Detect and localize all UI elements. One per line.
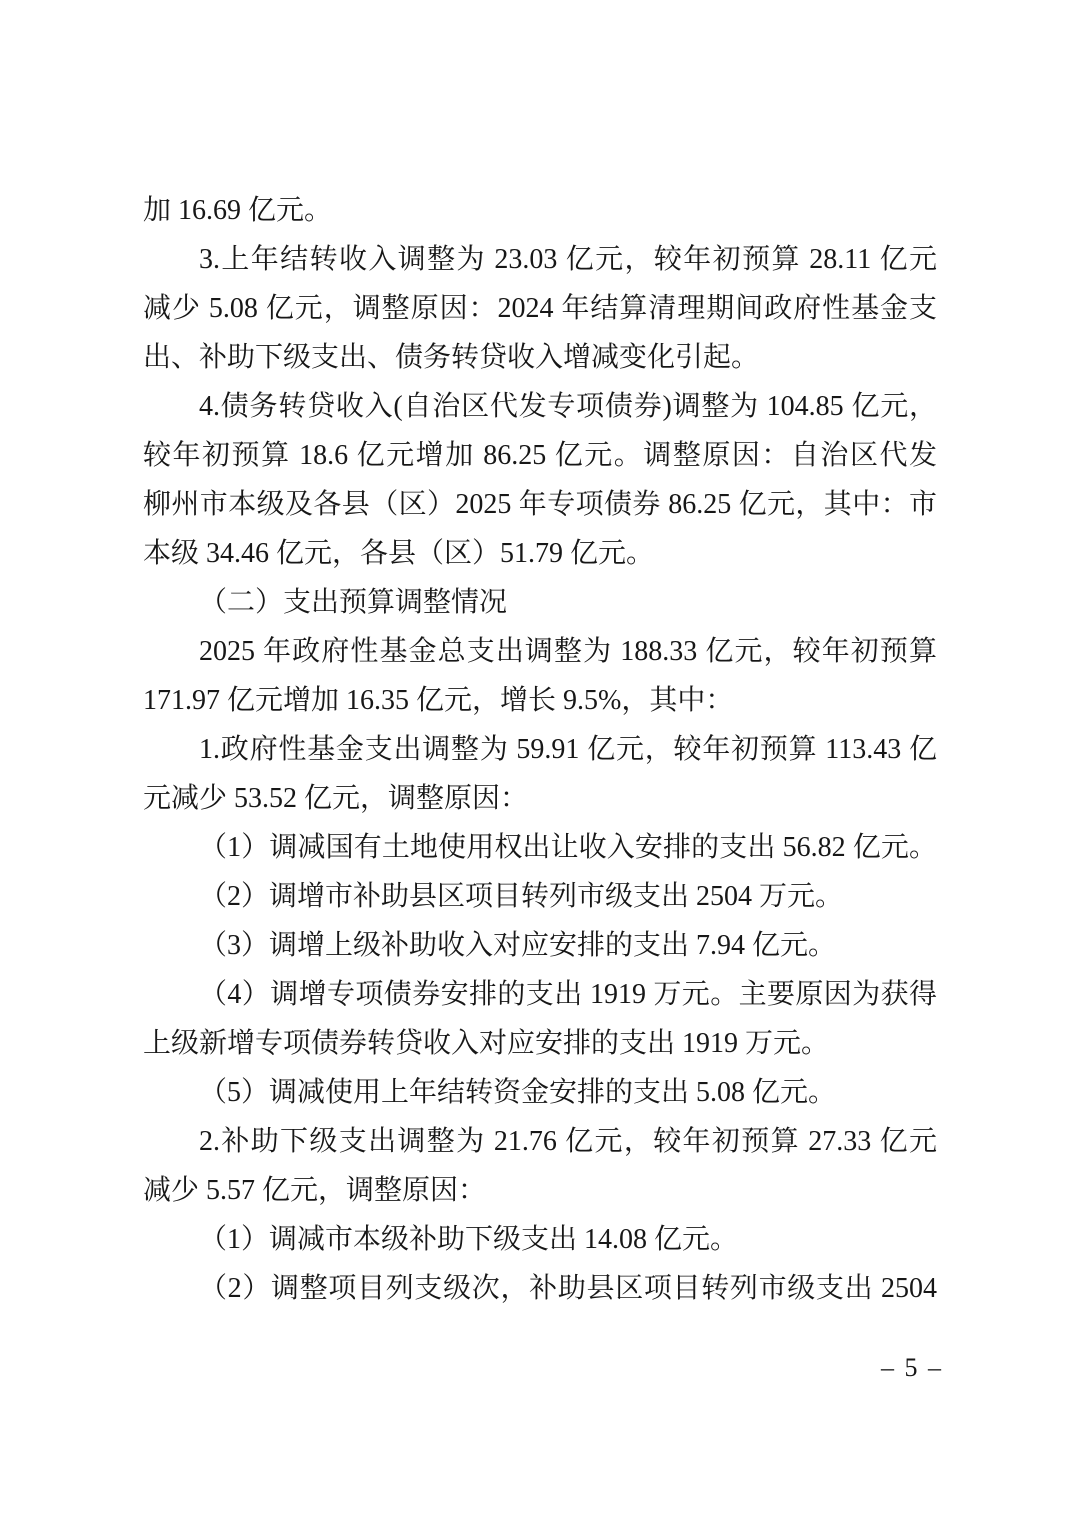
text-line: （4）调增专项债券安排的支出 1919 万元。主要原因为获得	[199, 979, 937, 1010]
section-heading: （二）支出预算调整情况	[199, 587, 508, 618]
text-line: 元减少 53.52 亿元，调整原因：	[143, 783, 529, 814]
text-line: 出、补助下级支出、债务转贷收入增减变化引起。	[143, 342, 760, 373]
text-line: 减少 5.08 亿元，调整原因：2024 年结算清理期间政府性基金支	[143, 293, 937, 324]
text-line: 2025 年政府性基金总支出调整为 188.33 亿元，较年初预算	[199, 636, 937, 667]
text-line: 上级新增专项债券转贷收入对应安排的支出 1919 万元。	[143, 1028, 830, 1059]
text-line: （1）调减国有土地使用权出让收入安排的支出 56.82 亿元。	[199, 832, 937, 863]
text-line: 柳州市本级及各县（区）2025 年专项债券 86.25 亿元，其中：市	[143, 489, 937, 520]
text-line: （2）调整项目列支级次，补助县区项目转列市级支出 2504	[199, 1273, 937, 1304]
text-line: 2.补助下级支出调整为 21.76 亿元，较年初预算 27.33 亿元	[199, 1126, 937, 1157]
document-body	[143, 186, 937, 1313]
text-line: （5）调减使用上年结转资金安排的支出 5.08 亿元。	[199, 1077, 837, 1108]
text-line: 4.债务转贷收入(自治区代发专项债券)调整为 104.85 亿元，	[199, 391, 937, 422]
text-line: （1）调减市本级补助下级支出 14.08 亿元。	[199, 1224, 739, 1255]
text-line: （3）调增上级补助收入对应安排的支出 7.94 亿元。	[199, 930, 837, 961]
text-line: 171.97 亿元增加 16.35 亿元，增长 9.5%，其中：	[143, 685, 734, 716]
text-line: 3.上年结转收入调整为 23.03 亿元，较年初预算 28.11 亿元	[199, 244, 937, 275]
text-line: 较年初预算 18.6 亿元增加 86.25 亿元。调整原因：自治区代发	[143, 440, 937, 471]
text-line: 减少 5.57 亿元，调整原因：	[143, 1175, 487, 1206]
text-line: 1.政府性基金支出调整为 59.91 亿元，较年初预算 113.43 亿	[199, 734, 937, 765]
text-line: （2）调增市补助县区项目转列市级支出 2504 万元。	[199, 881, 844, 912]
text-line: 本级 34.46 亿元，各县（区）51.79 亿元。	[143, 538, 655, 569]
text-line: 加 16.69 亿元。	[143, 195, 333, 226]
page-number: – 5 –	[881, 1353, 943, 1382]
